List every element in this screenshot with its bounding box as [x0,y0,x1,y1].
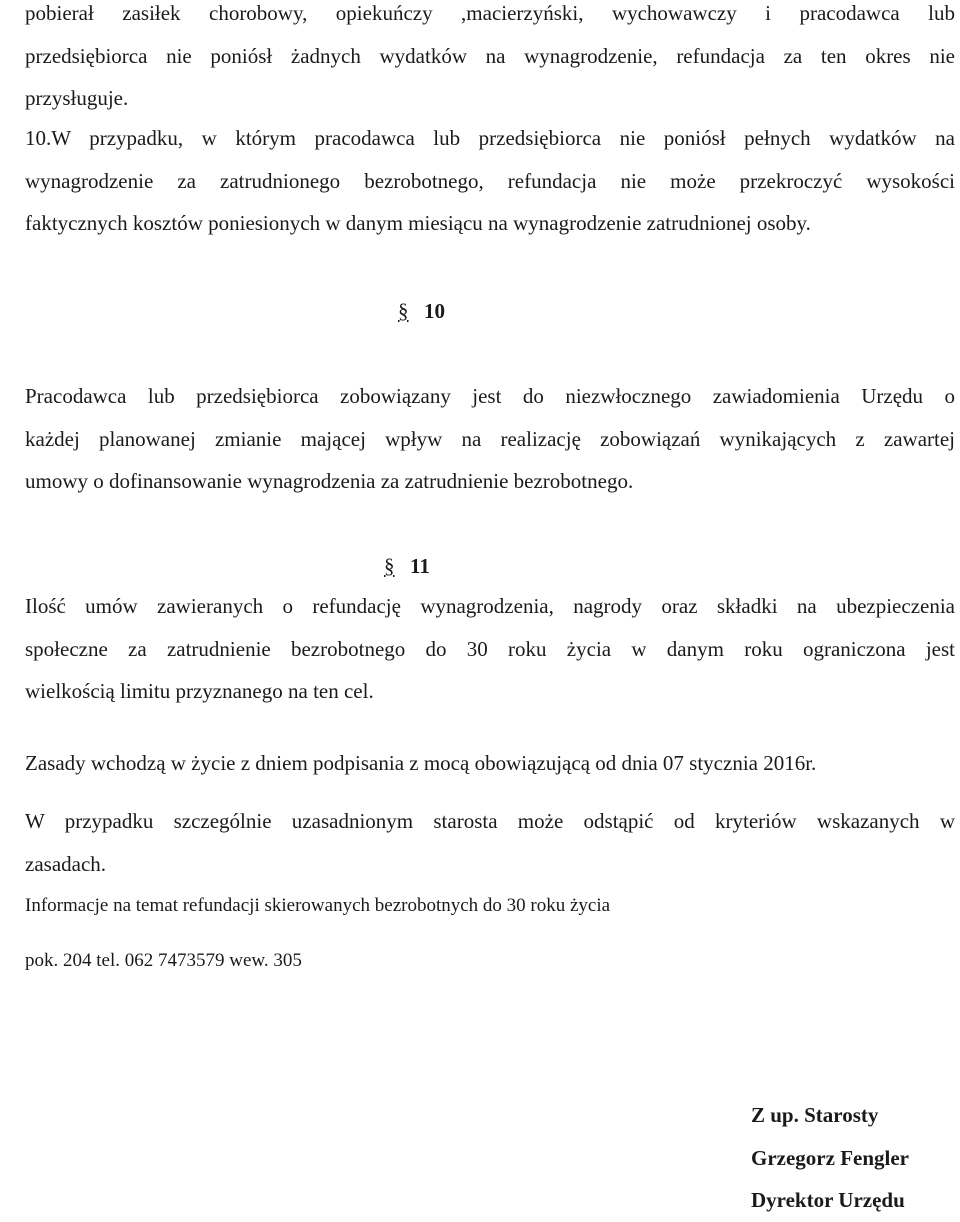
paragraph-effective-date: Zasady wchodzą w życie z dniem podpisania z mocą obowiązującą od dnia 07 stycznia 2016r. [25,751,817,775]
text-line: Pracodawca lub przedsiębiorca zobowiązany jest do niezwłocznego zawiadomienia Urzędu o [25,384,955,408]
text-line: Ilość umów zawieranych o refundację wynagrodzenia, nagrody oraz składki na ubezpieczenia [25,594,955,618]
paragraph-point-10 [25,117,955,245]
text-line: każdej planowanej zmianie mającej wpływ na realizację zobowiązań wynikających z zawartej [25,426,955,451]
signature-line-title: Dyrektor Urzędu [751,1188,905,1212]
text-line: wynagrodzenie za zatrudnionego bezrobotnego, refundacja nie może przekroczyć wysokości [25,168,955,193]
text-line: wielkością limitu przyznanego na ten cel. [25,679,374,703]
text-line: zasadach. [25,851,107,876]
paragraph-section-10 [25,375,955,503]
signature-line-name: Grzegorz Fengler [751,1145,909,1170]
section-symbol: § [398,299,409,323]
text-line: społeczne za zatrudnienie bezrobotnego do 30 roku życia w danym roku ograniczona jest [25,636,955,661]
paragraph-contact: pok. 204 tel. 062 7473579 wew. 305 [25,950,302,971]
text-line: przedsiębiorca nie poniósł żadnych wydatków na wynagrodzenie, refundacja za ten okres nie [25,43,955,68]
section-heading-10 [398,296,445,326]
section-number: 10 [424,299,445,323]
text-line: pobierał zasiłek chorobowy, opiekuńczy ,macierzyński, wychowawczy i pracodawca lub [25,1,955,25]
paragraph-exception [25,800,955,885]
paragraph-benefits-refund [25,0,955,120]
signature-block [751,1094,909,1222]
text-line: W przypadku szczególnie uzasadnionym starosta może odstąpić od kryteriów wskazanych w [25,809,955,833]
section-number: 11 [410,554,430,578]
section-symbol: § [384,554,395,578]
text-line: przysługuje. [25,86,129,110]
text-line: umowy o dofinansowanie wynagrodzenia za zatrudnienie bezrobotnego. [25,469,634,493]
paragraph-info: Informacje na temat refundacji skierowanych bezrobotnych do 30 roku życia [25,895,611,916]
section-heading-11 [384,551,430,581]
signature-line-authority: Z up. Starosty [751,1103,879,1127]
paragraph-section-11 [25,585,955,713]
text-line: faktycznych kosztów poniesionych w danym miesiącu na wynagrodzenie zatrudnionej osoby. [25,211,811,235]
text-line: 10.W przypadku, w którym pracodawca lub przedsiębiorca nie poniósł pełnych wydatków na [25,126,955,150]
